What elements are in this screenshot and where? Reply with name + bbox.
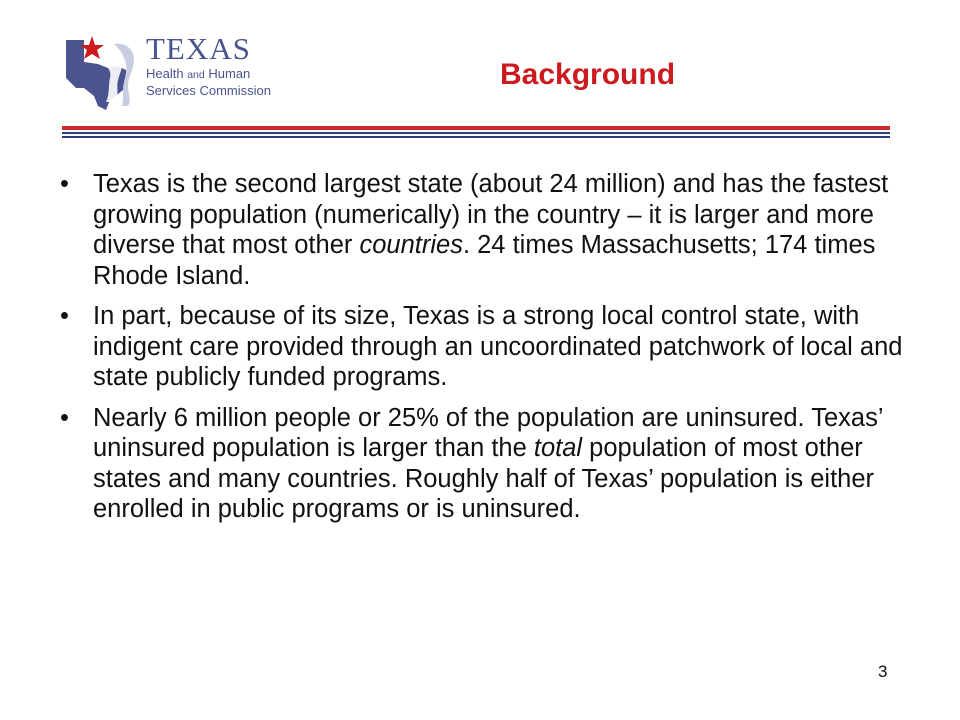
bullet-text-part: Texas is the second largest state (about 24 million) and has the fastest growing population (numerically) in the country – it is larger and more diverse that most other bbox=[93, 170, 889, 259]
logo-subtitle-human: Human bbox=[204, 66, 251, 81]
bullet-item bbox=[60, 301, 920, 393]
bullet-list bbox=[60, 169, 920, 535]
logo-subtitle-line1 bbox=[146, 66, 271, 83]
logo-brand-name: TEXAS bbox=[146, 31, 251, 66]
logo-subtitle-health: Health bbox=[146, 66, 188, 81]
header-rule-blue-top bbox=[62, 132, 890, 134]
bullet-marker: • bbox=[60, 170, 69, 198]
header-rule-blue-bottom bbox=[62, 136, 890, 138]
logo-subtitle-line2: Services Commission bbox=[146, 83, 271, 98]
bullet-text-emphasis: total bbox=[533, 434, 583, 462]
bullet-text bbox=[93, 403, 920, 525]
logo-text bbox=[146, 32, 271, 99]
bullet-text-part: . 24 times Massachusetts; 174 times Rhode Island. bbox=[93, 231, 876, 290]
slide-title: Background bbox=[500, 58, 676, 91]
bullet-text-part: population of most other states and many countries. Roughly half of Texas’ population is either enrolled in public programs or is uninsured. bbox=[93, 434, 875, 523]
logo-subtitle-and: and bbox=[187, 69, 205, 81]
header-rule-red bbox=[62, 126, 890, 130]
bullet-text: In part, because of its size, Texas is a strong local control state, with indigent care provided through an uncoordinated patchwork of local and state publicly funded programs. bbox=[93, 302, 903, 391]
hhsc-logo bbox=[62, 30, 302, 116]
bullet-marker: • bbox=[60, 403, 69, 432]
page-number: 3 bbox=[878, 662, 888, 681]
bullet-text-emphasis: countries bbox=[359, 231, 463, 259]
bullet-text-part: Nearly 6 million people or 25% of the population are uninsured. Texas’ uninsured population is larger than the bbox=[93, 403, 883, 462]
bullet-item bbox=[60, 169, 920, 291]
texas-map-logo-icon bbox=[62, 30, 146, 110]
bullet-item bbox=[60, 403, 920, 525]
bullet-text bbox=[93, 169, 920, 291]
bullet-marker: • bbox=[60, 302, 69, 330]
